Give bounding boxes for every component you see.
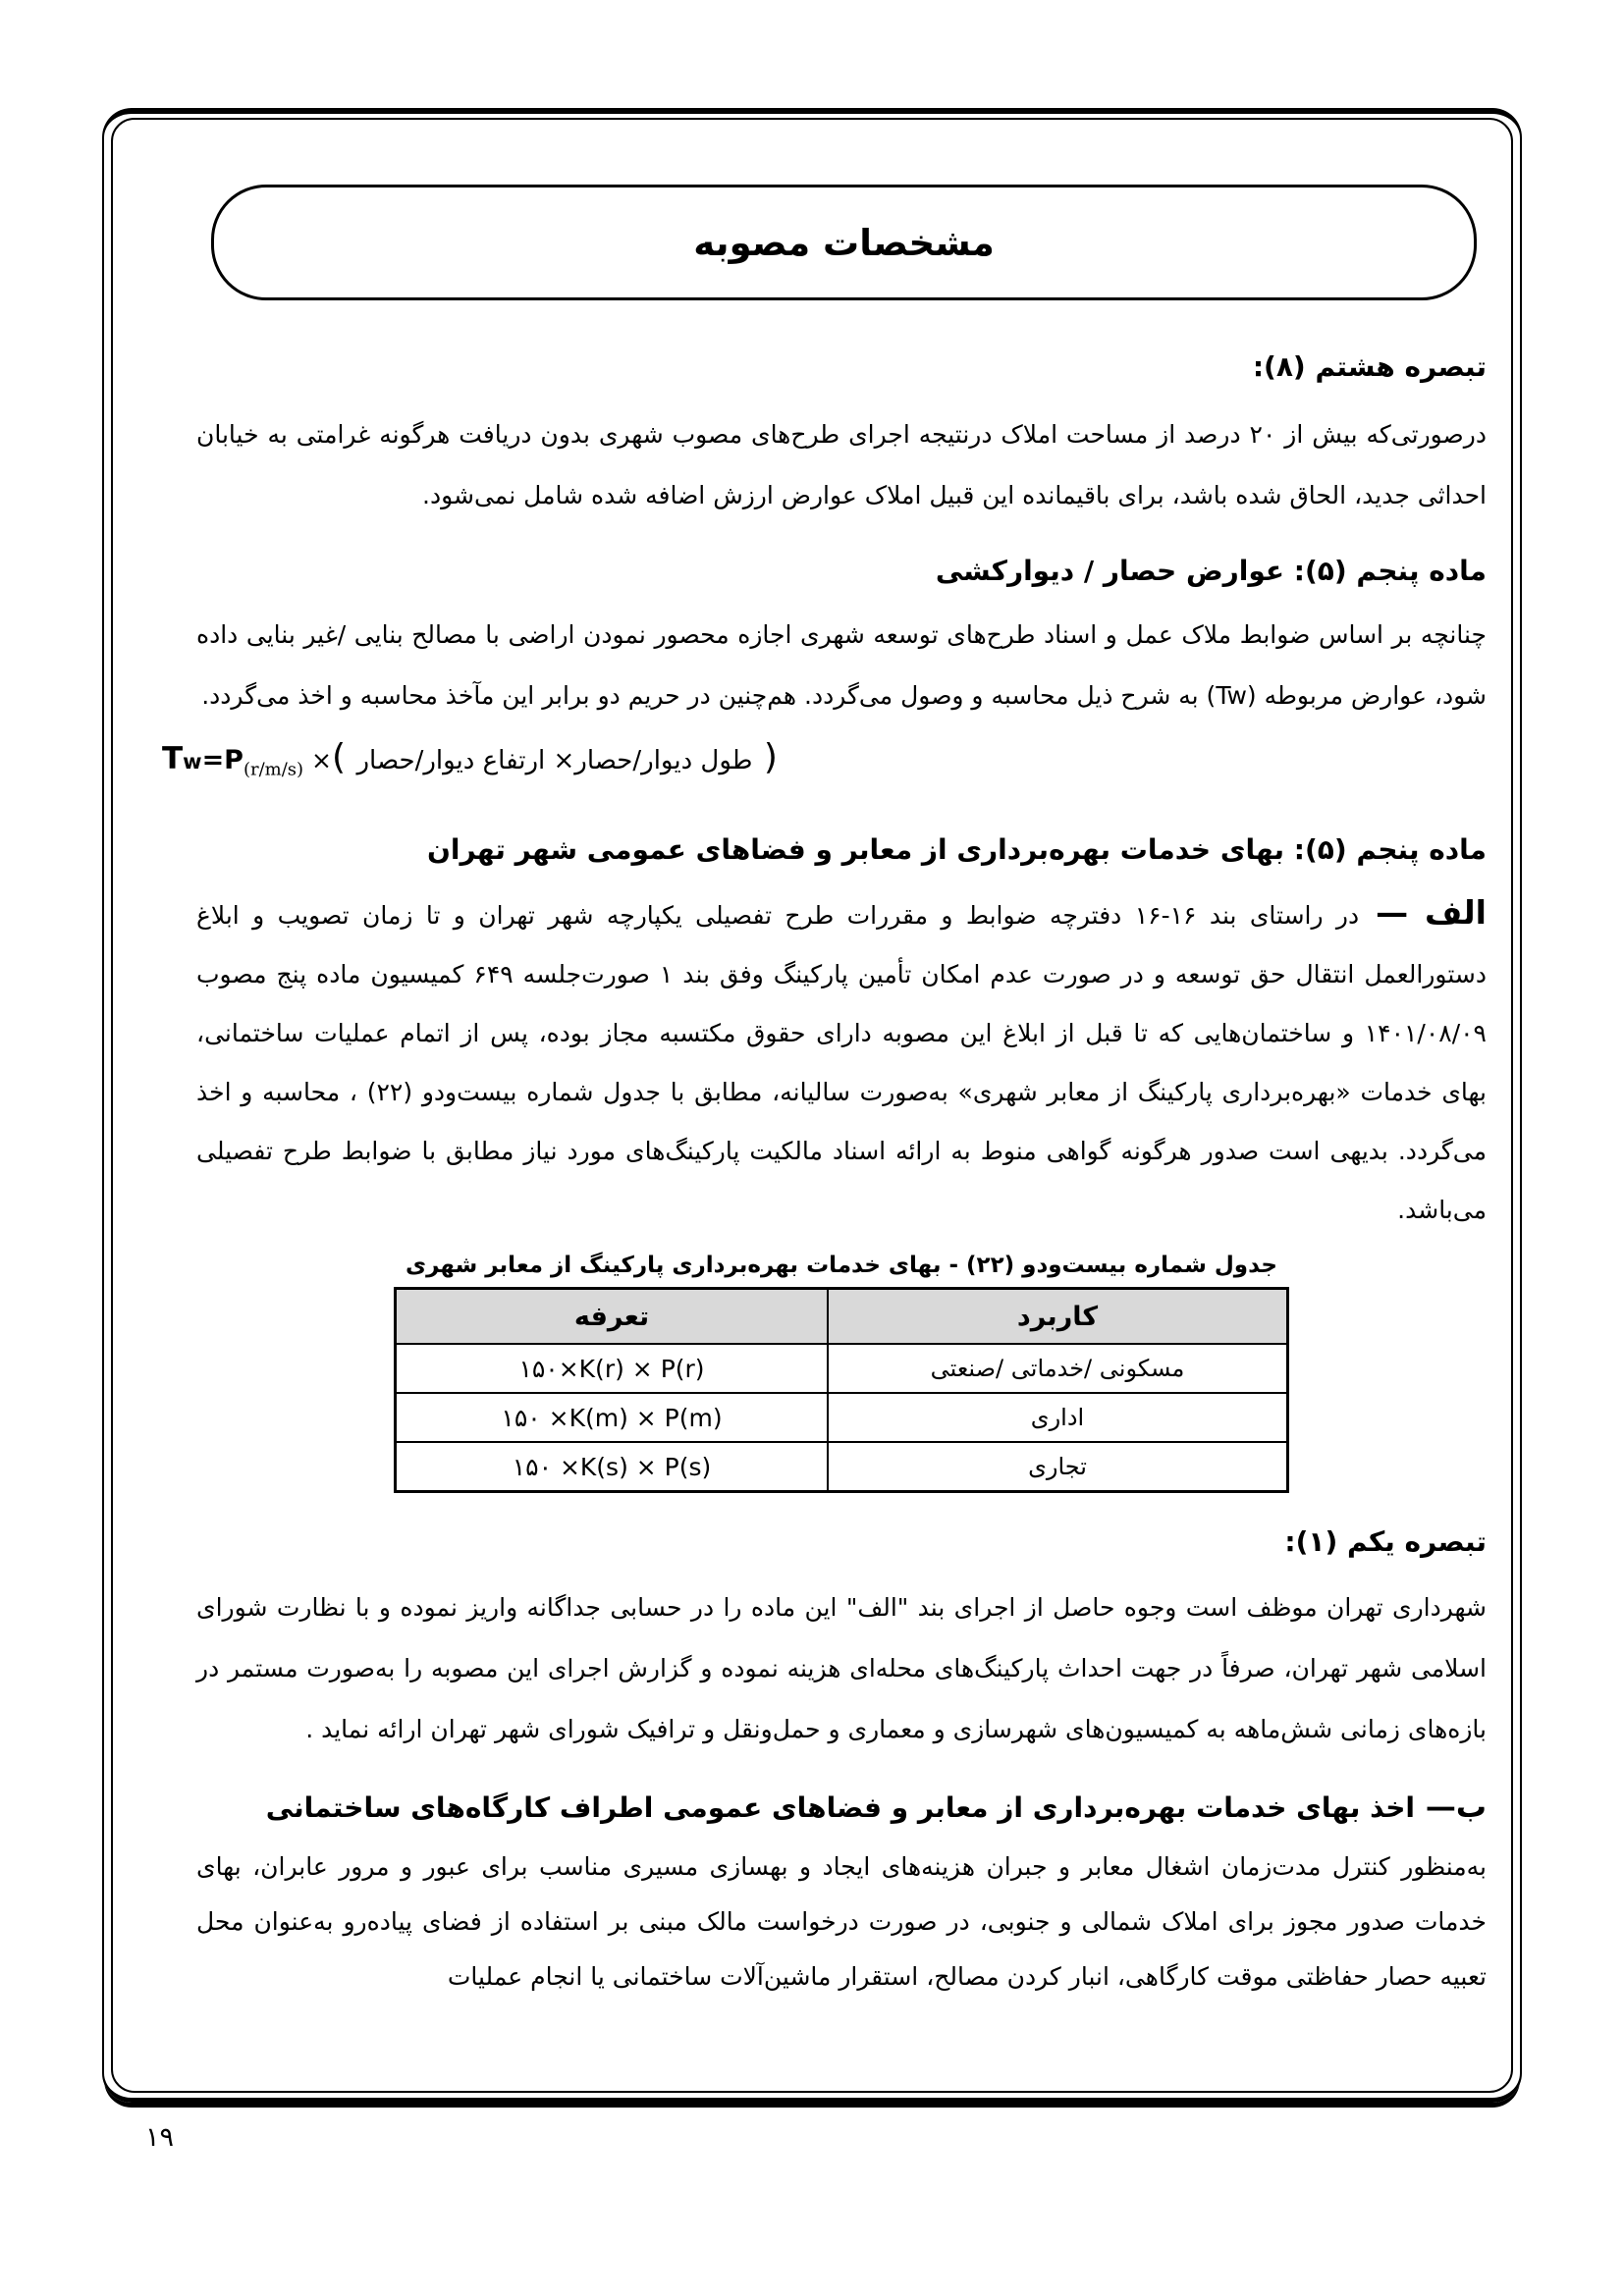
heading-clause-b [196, 1788, 1487, 1828]
formula-close-paren: ) [752, 737, 778, 777]
clause-alef-text: در راستای بند ۱۶-۱۶ دفترچه ضوابط و مقررات طرح تفصیلی یکپارچه شهر تهران و تا زمان تصویب و ابلاغ دستورالعمل انتقال حق توسعه و در صورت عدم امکان تأمین پارکینگ وفق بند ۱ صورت‌جلسه ۶۴۹ کمیسیون ماده پنج مصوب ۱۴۰۱/۰۸/۰۹ و ساختمان‌هایی که تا قبل از ابلاغ این مصوبه دارای حقوق مکتسبه مجاز بوده، پس از اتمام عملیات ساختمانی، بهای خدمات «بهره‌برداری پارکینگ از معابر شهری» به‌صورت سالیانه، مطابق با جدول شماره بیست‌ودو (۲۲) ، محاسبه و اخذ می‌گردد. بدیهی است صدور هرگونه گواهی منوط به ارائه اسناد مالکیت پارکینگ‌های مورد نیاز مطابق با ضوابط طرح تفصیلی می‌باشد. [196, 901, 1487, 1225]
formula-equals-p: =P [201, 745, 244, 775]
clause-b-heading-text: اخذ بهای خدمات بهره‌برداری از معابر و فضاهای عمومی اطراف کارگاه‌های ساختمانی [265, 1791, 1416, 1825]
use-cell: تجاری [828, 1442, 1288, 1492]
clause-b-label: ب— [1415, 1789, 1487, 1826]
use-cell: مسکونی /خدماتی /صنعتی [828, 1344, 1288, 1393]
formula-subscript: (r/m/s) [243, 759, 304, 780]
page-border-frame-inner [111, 118, 1513, 2093]
formula-open-paren: ( [331, 737, 357, 777]
formula-symbol-t: T [162, 741, 184, 776]
tariff-cell: ۱۵۰ ×K(s) × P(s) [396, 1442, 829, 1492]
page-title: مشخصات مصوبه [693, 221, 995, 264]
para-clause-alef [196, 883, 1487, 1240]
para-article5-wall-toll: چنانچه بر اساس ضوابط ملاک عمل و اسناد طرح‌های توسعه شهری اجازه محصور نمودن اراضی با مصالح بنایی /غیر بنایی داده شود، عوارض مربوطه (Tw) به شرح ذیل محاسبه و وصول می‌گردد. هم‌چنین در حریم دو برابر این مآخذ محاسبه و اخذ می‌گردد. [196, 620, 1487, 710]
heading-article5-wall-toll: ماده پنجم (۵): عوارض حصار / دیوارکشی [935, 555, 1487, 587]
column-header-use: کاربرد [828, 1289, 1288, 1345]
para-note-1: شهرداری تهران موظف است وجوه حاصل از اجرای بند "الف" این ماده را در حسابی جداگانه واریز نموده و با نظارت شورای اسلامی شهر تهران، صرفاً در جهت احداث پارکینگ‌های محله‌ای هزینه نموده و گزارش اجرای این مصوبه را به‌صورت مستمر در بازه‌های زمانی شش‌ماهه به کمیسیون‌های شهرسازی و معماری و حمل‌ونقل و ترافیک شورای شهر تهران ارائه نماید . [196, 1593, 1487, 1744]
formula-symbol-w: w [183, 750, 202, 774]
heading-note-1: تبصره یکم (۱): [1284, 1525, 1487, 1559]
wall-toll-formula [162, 736, 1487, 791]
title-box [211, 185, 1477, 300]
table-row [396, 1344, 1288, 1393]
table-row [396, 1442, 1288, 1492]
formula-inner-expression: طول دیوار/حصار× ارتفاع دیوار/حصار [356, 746, 753, 775]
tariff-cell: ۱۵۰ ×K(m) × P(m) [396, 1393, 829, 1442]
page-border-frame [102, 108, 1522, 2103]
use-cell: اداری [828, 1393, 1288, 1442]
table-caption: جدول شماره بیست‌ودو (۲۲) - بهای خدمات بهره‌برداری پارکینگ از معابر شهری [406, 1253, 1277, 1279]
heading-note-8: تبصره هشتم (۸): [1252, 350, 1487, 383]
formula-multiply-sign: × [303, 746, 332, 774]
para-clause-b: به‌منظور کنترل مدت‌زمان اشغال معابر و جبران هزینه‌های ایجاد و بهسازی مسیری مناسب برای عبور و مرور عابران، بهای خدمات صدور مجوز برای املاک شمالی و جنوبی، در صورت درخواست مالک مبنی بر استفاده از فضای پیاده‌رو به‌عنوان محل تعبیه حصار حفاظتی موقت کارگاهی، انبار کردن مصالح، استقرار ماشین‌آلات ساختمانی یا انجام عملیات [196, 1852, 1487, 1992]
clause-alef-label: الف — [1359, 893, 1487, 933]
heading-article5-street-services: ماده پنجم (۵): بهای خدمات بهره‌برداری از معابر و فضاهای عمومی شهر تهران [426, 833, 1487, 867]
tariff-cell: ۱۵۰×K(r) × P(r) [396, 1344, 829, 1393]
table-header-row [396, 1289, 1288, 1345]
parking-tariff-table [394, 1287, 1289, 1493]
column-header-tariff: تعرفه [396, 1289, 829, 1345]
table-row [396, 1393, 1288, 1442]
page-number: ۱۹ [145, 2122, 175, 2153]
para-note-8: درصورتی‌که بیش از ۲۰ درصد از مساحت املاک درنتیجه اجرای طرح‌های مصوب شهری بدون دریافت هرگونه غرامتی به خیابان احداثی جدید، الحاق شده باشد، برای باقیمانده این قبیل املاک عوارض ارزش اضافه شده شامل نمی‌شود. [196, 420, 1487, 509]
